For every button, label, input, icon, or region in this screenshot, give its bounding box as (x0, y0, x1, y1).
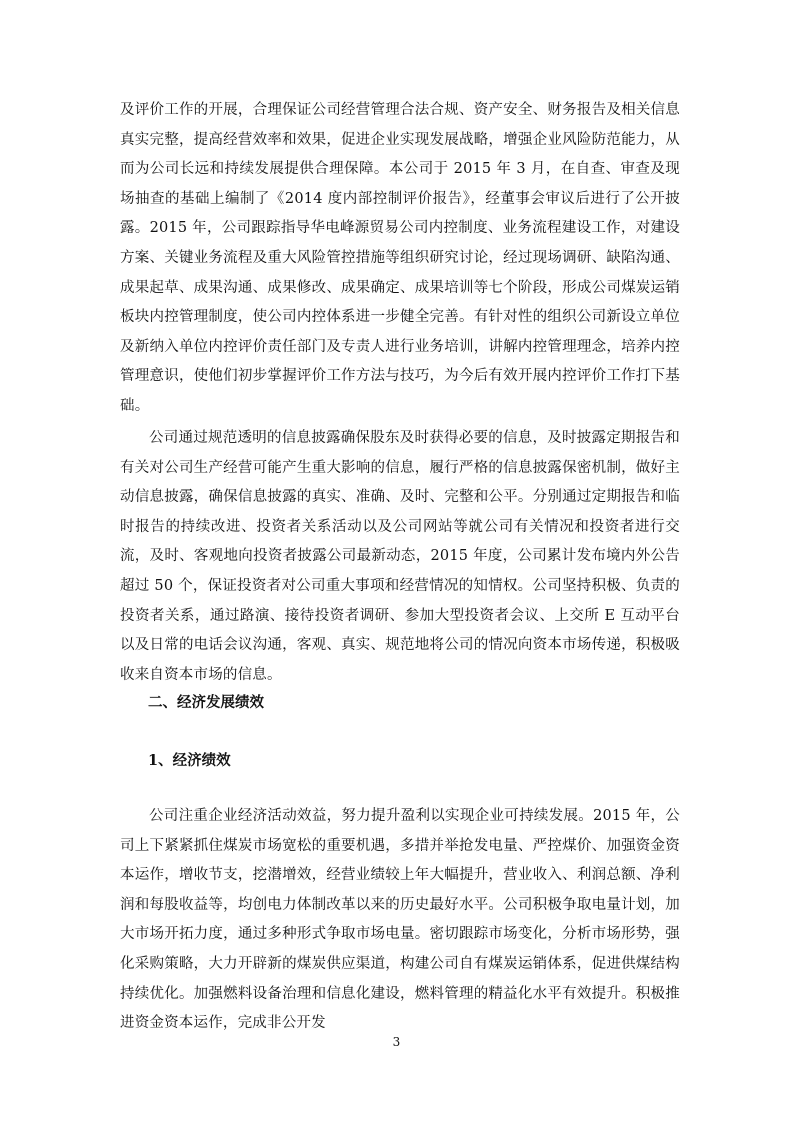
section-heading-economic-performance: 二、经济发展绩效 (148, 694, 264, 711)
paragraph-information-disclosure: 公司通过规范透明的信息披露确保股东及时获得必要的信息，及时披露定期报告和有关对公司生产经营可能产生重大影响的信息，履行严格的信息披露保密机制，做好主动信息披露，确保信息披露的真实、准确、及时、完整和公平。分别通过定期报告和临时报告的持续改进、投资者关系活动以及公司网站等就公司有关情况和投资者进行交流，及时、客观地向投资者披露公司最新动态，2015 年度，公司累计发布境内外公告超过 50 个，保证投资者对公司重大事项和经营情况的知情权。公司坚持积极、负责的投资者关系，通过路演、接待投资者调研、参加大型投资者会议、上交所 E 互动平台以及日常的电话会议沟通，客观、真实、规范地将公司的情况向资本市场传递，积极吸收来自资本市场的信息。 (120, 430, 680, 683)
page-number: 3 (392, 1035, 401, 1049)
paragraph-internal-control: 及评价工作的开展，合理保证公司经营管理合法合规、资产安全、财务报告及相关信息真实完整，提高经营效率和效果，促进企业实现发展战略，增强企业风险防范能力，从而为公司长远和持续发展提供合理保障。本公司于 2015 年 3 月，在自查、审查及现场抽查的基础上编制了《2014 度内部控制评价报告》，经董事会审议后进行了公开披露。2015 年，公司跟踪指导华电峰源贸易公司内控制度、业务流程建设工作，对建设方案、关键业务流程及重大风险管控措施等组织研究讨论，经过现场调研、缺陷沟通、成果起草、成果沟通、成果修改、成果确定、成果培训等七个阶段，形成公司煤炭运销板块内控管理制度，使公司内控体系进一步健全完善。有针对性的组织公司新设立单位及新纳入单位内控评价责任部门及专责人进行业务培训，讲解内控管理理念，培养内控管理意识，使他们初步掌握评价工作方法与技巧，为今后有效开展内控评价工作打下基础。 (120, 102, 680, 414)
paragraph-economic-benefits: 公司注重企业经济活动效益，努力提升盈利以实现企业可持续发展。2015 年，公司上下紧紧抓住煤炭市场宽松的重要机遇，多措并举抢发电量、严控煤价、加强资金资本运作，增收节支，挖潜增效，经营业绩较上年大幅提升，营业收入、利润总额、净利润和每股收益等，均创电力体制改革以来的历史最好水平。公司积极争取电量计划，加大市场开拓力度，通过多种形式争取市场电量。密切跟踪市场变化，分析市场形势，强化采购策略，大力开辟新的煤炭供应渠道，构建公司自有煤炭运销体系，促进供煤结构持续优化。加强燃料设备治理和信息化建设，燃料管理的精益化水平有效提升。积极推进资金资本运作，完成非公开发 (120, 808, 680, 1032)
subsection-heading-economic-results: 1、经济绩效 (148, 752, 231, 769)
